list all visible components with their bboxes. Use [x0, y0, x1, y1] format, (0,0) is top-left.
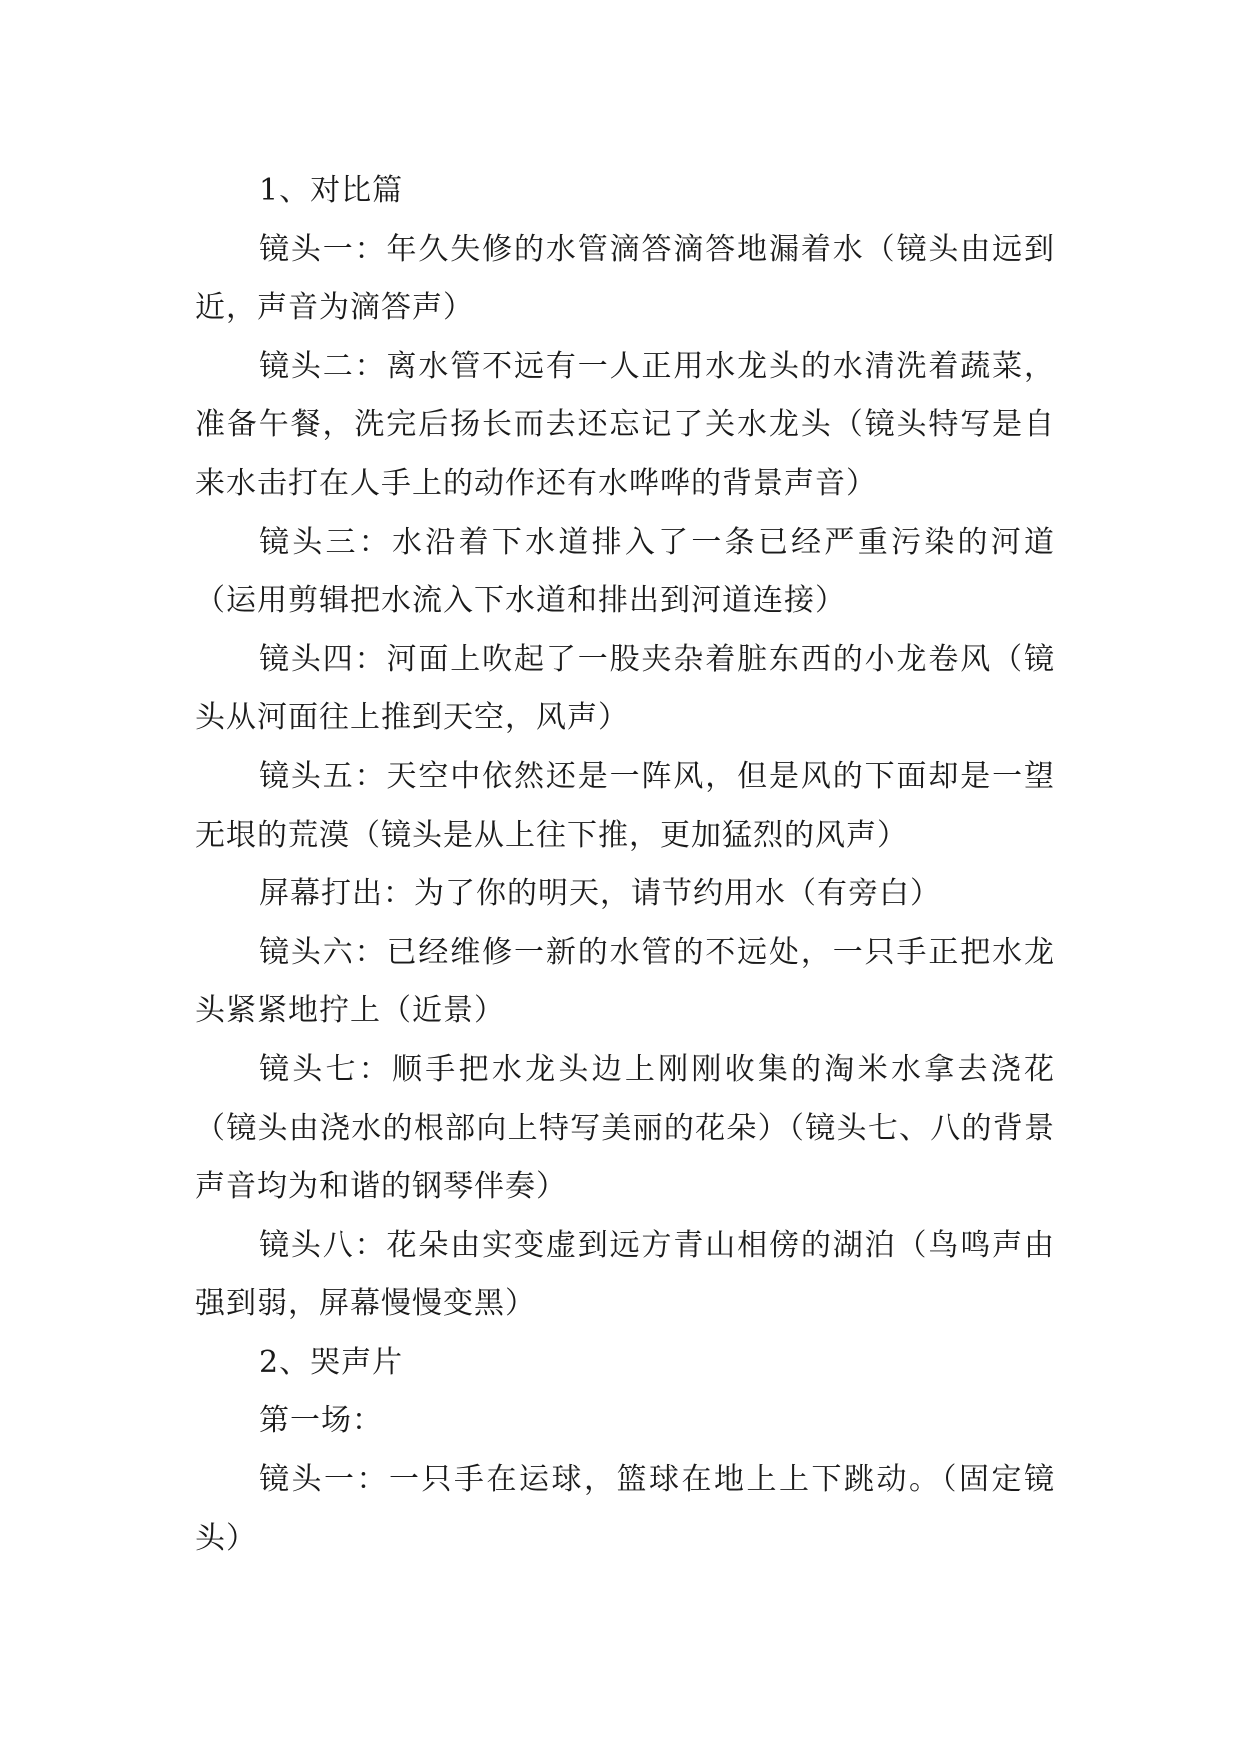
- paragraph-shot-1: 镜头一：年久失修的水管滴答滴答地漏着水（镜头由远到近，声音为滴答声）: [195, 231, 1055, 326]
- paragraph-shot-7: 镜头七：顺手把水龙头边上刚刚收集的淘米水拿去浇花（镜头由浇水的根部向上特写美丽的花朵）（镜头七、八的背景声音均为和谐的钢琴伴奏）: [195, 1051, 1055, 1205]
- paragraph-shot-5: 镜头五：天空中依然还是一阵风，但是风的下面却是一望无垠的荒漠（镜头是从上往下推，更加猛烈的风声）: [195, 758, 1055, 853]
- paragraph-shot-6: 镜头六：已经维修一新的水管的不远处，一只手正把水龙头紧紧地拧上（近景）: [195, 934, 1055, 1029]
- paragraph-scene1-shot-1: 镜头一：一只手在运球，篮球在地上上下跳动。（固定镜头）: [195, 1462, 1055, 1556]
- paragraph-shot-2: 镜头二：离水管不远有一人正用水龙头的水清洗着蔬菜，准备午餐，洗完后扬长而去还忘记了关水龙头（镜头特写是自来水击打在人手上的动作还有水哗哗的背景声音）: [195, 348, 1055, 501]
- scene-heading-first: 第一场：: [259, 1403, 383, 1439]
- section-heading-crying: 2、哭声片: [259, 1344, 404, 1380]
- section-heading-contrast: 1、对比篇: [259, 173, 404, 208]
- paragraph-screen-text: 屏幕打出：为了你的明天，请节约用水（有旁白）: [259, 876, 941, 912]
- paragraph-shot-3: 镜头三：水沿着下水道排入了一条已经严重污染的河道（运用剪辑把水流入下水道和排出到河道连接）: [195, 524, 1055, 619]
- document-body: [195, 162, 1055, 1568]
- paragraph-shot-4: 镜头四：河面上吹起了一股夹杂着脏东西的小龙卷风（镜头从河面往上推到天空，风声）: [195, 641, 1055, 736]
- paragraph-shot-8: 镜头八：花朵由实变虚到远方青山相傍的湖泊（鸟鸣声由强到弱，屏幕慢慢变黑）: [195, 1227, 1055, 1322]
